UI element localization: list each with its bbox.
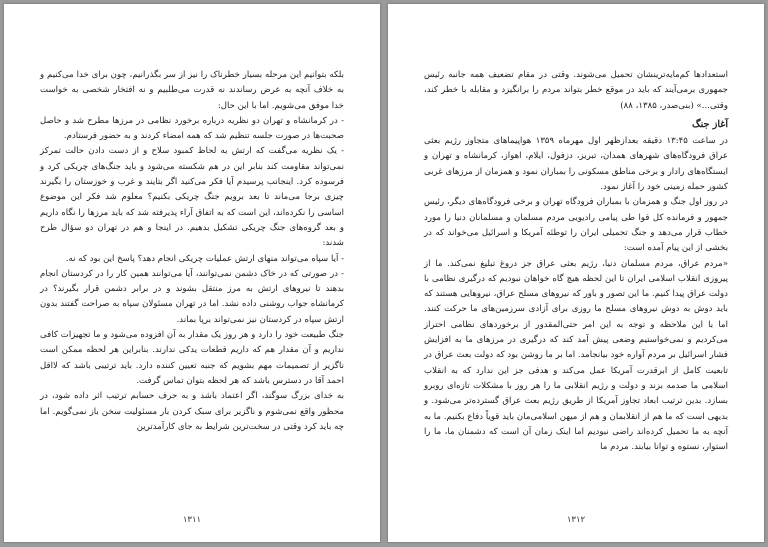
paragraph: - در کرمانشاه و تهران دو نظریه درباره برخورد نظامی در مرزها مطرح شد و حاصل صحبت‌ها در صورت جلسه تنظیم شد که همه امضاء کردند و به حضور فرستادم.: [40, 115, 344, 142]
paragraph: بلکه بتوانیم این مرحله بسیار خطرناک را نیز از سر بگذرانیم، چون برای خدا می‌کنیم و به خلاف آنچه به عرض رساندند نه قدرت می‌طلبیم و نه افتخار شخصی به خواست خدا موفق می‌شویم. اما با این حال:: [40, 70, 344, 111]
section-heading: آغاز جنگ: [692, 118, 728, 130]
paragraph: در ساعت ۱۳:۴۵ دقیقه بعدازظهر اول مهرماه ۱۳۵۹ هواپیماهای متجاوز رژیم بعثی عراق فرودگاه‌های شهرهای همدان، تبریز، دزفول، ایلام، اهواز، کرمانشاه و تهران و ایستگاه‌های رادار و برخی مناطق مسکونی را بمباران نمود و همزمان از مرزهای غربی کشور حمله زمینی خود را آغاز نمود.: [424, 136, 728, 193]
paragraph: استعدادها کم‌مایه‌ترینشان تحمیل می‌شوند. وقتی در مقام تضعیف همه جانبه رئیس جمهوری برمی‌آیند که باید در موقع خطر بتواند مردم را برانگیزد و مقابله با خطر کند، وقتی...» (بنی‌صدر، ۱۳۸۵، ۸۸): [424, 70, 728, 111]
left-page: [4, 4, 380, 542]
paragraph: به خدای بزرگ سوگند، اگر اعتماد باشد و به حرف حسابم ترتیب اثر داده شود، در محظور واقع نمی‌شوم و ناگزیر برای سبک کردن بار مسئولیت سخن باز نمی‌گویم. اما چه باید کرد وقتی در سخت‌ترین شرایط به جای کارآمدترین: [40, 391, 344, 432]
paragraph: - آیا سپاه می‌تواند منهای ارتش عملیات چریکی انجام دهد؟ پاسخ این بود که نه.: [65, 253, 344, 264]
left-page-text: [40, 68, 344, 435]
paragraph: «مردم عراق، مردم مسلمان دنیا، رژیم بعثی عراق جز دروغ تبلیغ نمی‌کند. ما از پیروزی انقلاب اسلامی ایران تا این لحظه هیچ گاه خواهان نبودیم که درگیری نظامی با دولت عراق پیدا کنیم. ما این تصور و باور که نیروهای مسلح عراق، نیروهایی هستند که باید دوش به دوش نیروهای مسلح ما روزی برای آزادی سرزمین‌های ما حرکت کنند. اما با این ملاحظه و توجه به این امر حتی‌المقدور از برخوردهای نظامی احتراز می‌کردیم و نمی‌خواستیم وضعی پیش آمد کند که درگیری در مرزهای ما به افزایش فشار اسرائیل بر مردم آواره خود بیانجامد. اما بر ما روشن بود که دولت بعث عراق در تابعیت کامل از ابرقدرت آمریکا عمل می‌کند و هدفی جز این ندارد که به انقلاب اسلامی ما صدمه بزند و دولت و رژیم انقلابی ما را هر روز با مشکلات تازه‌ای روبرو بسازد. بدین ترتیب ابعاد تجاوز آمریکا از طریق رژیم بعث عراق گسترده‌تر می‌شود. و بدیهی است که ما هم از انقلابمان و هم از میهن اسلامی‌مان باید قویاً دفاع بکنیم. ما به آنچه به ما تحمیل کرده‌اند راضی نبودیم اما اینک زمان آن است که دشمنان ما، ما را استوار، نستوه و توانا بیابند. مردم ما: [424, 258, 728, 453]
paragraph: - در صورتی که در خاک دشمن نمی‌توانند، آیا می‌توانند همین کار را در کردستان انجام بدهند تا نیروهای ارتش به مرز منتقل بشوند و در برابر دشمن قرار بگیرند؟ در کرمانشاه جواب روشنی داده نشد. اما در تهران مسئولان سپاه به صراحت گفتند بدون ارتش سپاه در کردستان نیز نمی‌تواند برپا بماند.: [40, 268, 344, 325]
paragraph: در روز اول جنگ و همزمان با بمباران فرودگاه تهران و برخی فرودگاه‌های دیگر، رئیس جمهور و فرمانده کل قوا طی پیامی رادیویی مردم مسلمان و مسلمانان دنیا را مورد خطاب قرار می‌دهد و جنگ تحمیلی ایران را توطئه آمریکا و اسرائیل می‌خواند که در بخشی از این پیام آمده است:: [424, 197, 728, 254]
page-number: ۱۳۱۲: [566, 515, 586, 525]
paragraph: - یک نظریه می‌گفت که ارتش به لحاظ کمبود سلاح و از دست دادن حالت تمرکز نمی‌تواند مقاومت کند بنابر این در هم شکسته می‌شود و باید جنگ‌های چریکی کرد و فرسوده کرد. اینجانب پرسیدم آیا فکر می‌کنید اگر بتایند و غرب و خوزستان را بگیرند چیزی برجا می‌ماند تا بعد برویم جنگ چریکی بکنیم؟ معلوم شد فکر این موضوع اساسی را نکرده‌اند، این است که به اتفاق آراء پذیرفته شد که باید مرزها را نگاه داریم و بعد گروه‌های جنگ چریکی تشکیل بدهیم. در اینجا و هم در تهران دو سؤال طرح شدند:: [40, 146, 344, 249]
right-page-text: [424, 68, 728, 455]
page-number: ۱۳۱۱: [182, 515, 202, 525]
right-page: [388, 4, 764, 542]
paragraph: جنگ طبیعت خود را دارد و هر روز یک مقدار به آن افزوده می‌شود و ما تجهیزات کافی نداریم و آن مقدار هم که داریم قطعات یدکی ندارند. بنابراین هر لحظه ممکن است ناگزیر از تصمیمات مهم بشویم که جنبه تعیین کننده دارد. باید ترتیبی باشد که لااقل احمد آقا در دسترس باشد که هر لحظه بتوان تماس گرفت.: [40, 330, 344, 386]
